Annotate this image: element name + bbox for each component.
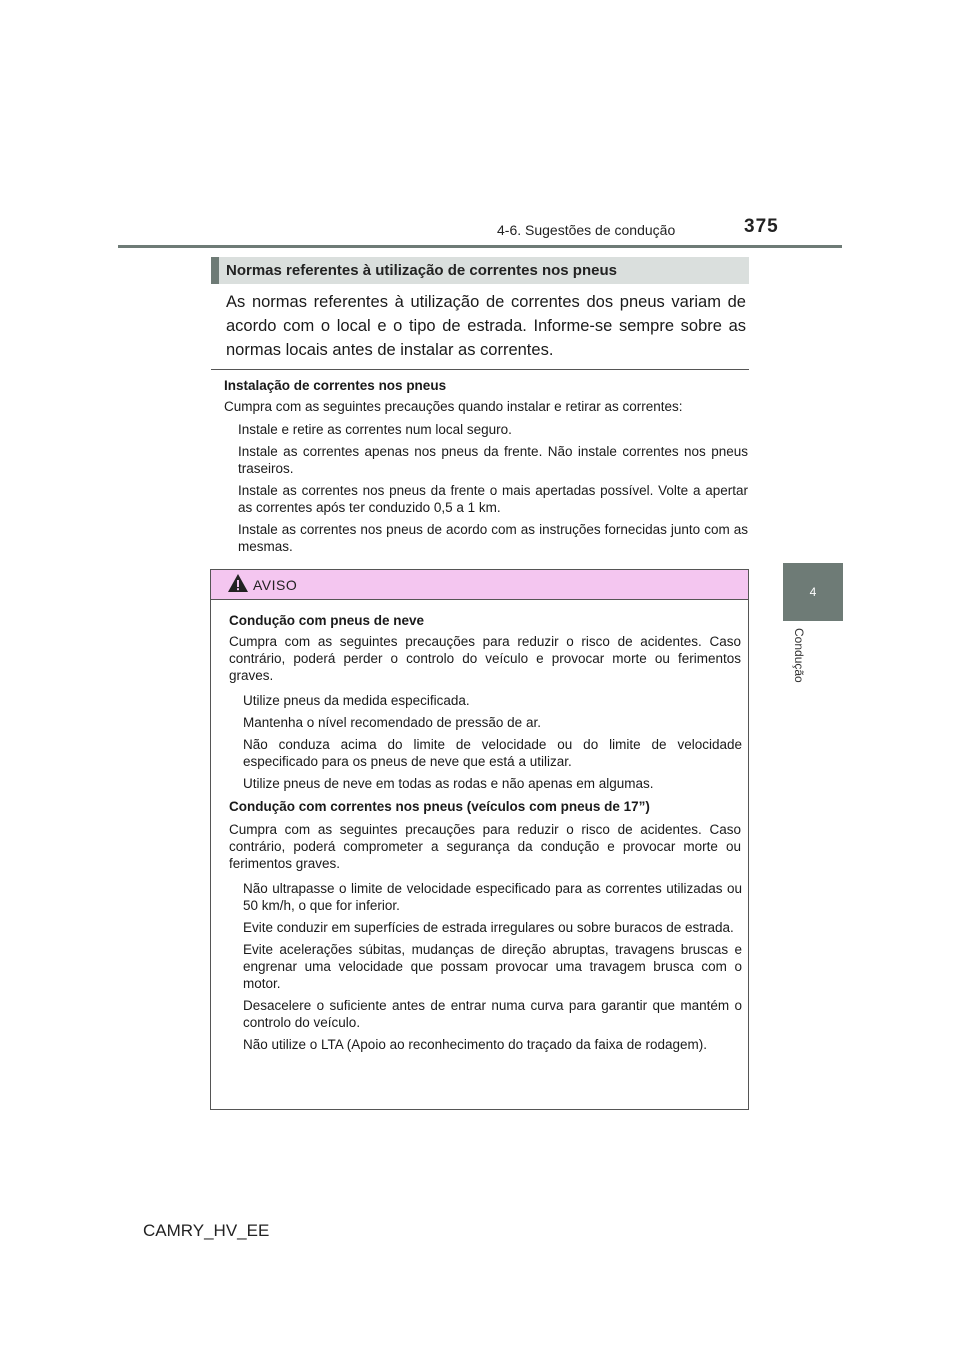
chains-list	[243, 880, 742, 1058]
warning-triangle-icon	[227, 573, 249, 593]
installation-list	[238, 421, 748, 560]
chapter-label: Condução	[792, 628, 806, 683]
snow-tires-title: Condução com pneus de neve	[229, 613, 425, 628]
list-item: Instale as correntes nos pneus da frente o mais apertadas possível. Volte a apertar as correntes após ter conduzido 0,5 a 1 km.	[238, 483, 748, 515]
list-item: Evite acelerações súbitas, mudanças de direção abruptas, travagens bruscas e engrenar uma velocidade que possam provocar uma travagem brusca com o motor.	[243, 942, 742, 991]
chapter-tab[interactable]	[783, 563, 843, 621]
snow-tires-intro: Cumpra com as seguintes precauções para reduzir o risco de acidentes. Caso contrário, poderá perder o controlo do veículo e provocar morte ou ferimentos graves.	[229, 634, 741, 683]
list-item: Utilize pneus de neve em todas as rodas e não apenas em algumas.	[243, 776, 654, 791]
list-item: Desacelere o suficiente antes de entrar numa curva para garantir que mantém o controlo do veículo.	[243, 998, 742, 1030]
header-divider	[118, 245, 842, 248]
list-item: Não ultrapasse o limite de velocidade especificado para as correntes utilizadas ou 50 km/h, o que for inferior.	[243, 881, 742, 913]
list-item: Mantenha o nível recomendado de pressão de ar.	[243, 715, 541, 730]
header-section-title: 4-6. Sugestões de condução	[497, 222, 676, 238]
warning-label: AVISO	[253, 577, 298, 593]
snow-tires-list	[243, 692, 742, 797]
section-title: Normas referentes à utilização de correntes nos pneus	[226, 262, 617, 279]
installation-title: Instalação de correntes nos pneus	[224, 378, 447, 393]
section-heading-accent	[211, 257, 219, 284]
list-item: Não utilize o LTA (Apoio ao reconhecimento do traçado da faixa de rodagem).	[243, 1037, 708, 1052]
chapter-number: 4	[809, 585, 817, 599]
list-item: Instale as correntes apenas nos pneus da frente. Não instale correntes nos pneus traseiros.	[238, 444, 748, 476]
section-intro: As normas referentes à utilização de correntes dos pneus variam de acordo com o local e o tipo de estrada. Informe-se sempre sobre as normas locais antes de instalar as correntes.	[226, 293, 746, 359]
page-number: 375	[744, 216, 779, 237]
list-item: Não conduza acima do limite de velocidade ou do limite de velocidade especificado para os pneus de neve que está a utilizar.	[243, 737, 742, 769]
document-code: CAMRY_HV_EE	[143, 1221, 270, 1240]
chains-intro: Cumpra com as seguintes precauções para reduzir o risco de acidentes. Caso contrário, poderá comprometer a segurança da condução e provocar morte ou ferimentos graves.	[229, 822, 741, 871]
section-divider	[211, 369, 749, 370]
installation-intro: Cumpra com as seguintes precauções quando instalar e retirar as correntes:	[224, 399, 683, 414]
list-item: Instale as correntes nos pneus de acordo com as instruções fornecidas junto com as mesmas.	[238, 522, 748, 554]
list-item: Utilize pneus da medida especificada.	[243, 693, 470, 708]
list-item: Evite conduzir em superfícies de estrada irregulares ou sobre buracos de estrada.	[243, 920, 734, 935]
chains-title: Condução com correntes nos pneus (veículos com pneus de 17”)	[229, 799, 650, 814]
list-item: Instale e retire as correntes num local seguro.	[238, 422, 512, 437]
